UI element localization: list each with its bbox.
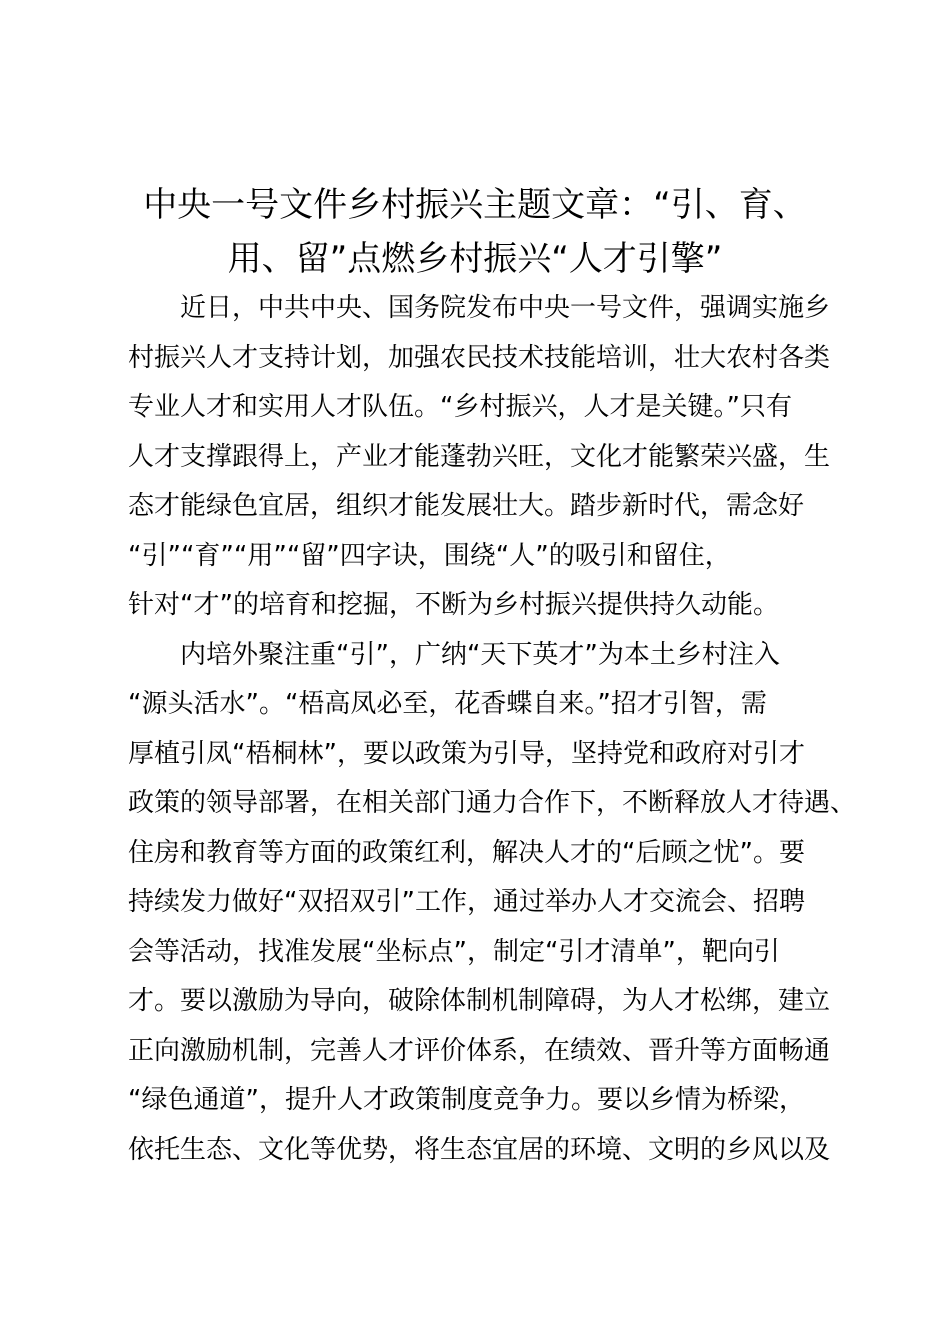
paragraph-line: 厚植引凤“梧桐林”，要以政策为引导，坚持党和政府对引才 (128, 738, 805, 769)
paragraph-line: 才。要以激励为导向，破除体制机制障碍，为人才松绑，建立 (128, 986, 831, 1016)
paragraph-line: 持续发力做好“双招双引”工作，通过举办人才交流会、招聘 (128, 887, 805, 917)
title-line-1: 中央一号文件乡村振兴主题文章：“引、育、 (143, 185, 807, 225)
paragraph-line: 村振兴人才支持计划，加强农民技术技能培训，壮大农村各类 (128, 342, 831, 373)
paragraph-line: 会等活动，找准发展“坐标点”，制定“引才清单”，靶向引 (128, 936, 780, 967)
paragraph-line: 内培外聚注重“引”，广纳“天下英才”为本土乡村注入 (180, 639, 780, 670)
title-line-2: 用、留”点燃乡村振兴“人才引擎” (227, 239, 723, 279)
paragraph-2 (128, 631, 857, 1176)
paragraph-line: 住房和教育等方面的政策红利，解决人才的“后顾之忧”。要 (128, 837, 805, 868)
paragraph-1 (128, 284, 848, 631)
paragraph-line: 针对“才”的培育和挖掘，不断为乡村振兴提供持久动能。 (128, 590, 779, 620)
paragraph-line: “源头活水”。“梧高凤必至，花香蝶自来。”招才引智，需 (128, 689, 767, 719)
paragraph-line: 专业人才和实用人才队伍。“乡村振兴，人才是关键。”只有 (128, 392, 792, 422)
document-title (110, 178, 840, 286)
paragraph-line: 政策的领导部署，在相关部门通力合作下，不断释放人才待遇、 (128, 788, 857, 818)
paragraph-line: 依托生态、文化等优势，将生态宜居的环境、文明的乡风以及 (128, 1134, 831, 1165)
paragraph-line: 态才能绿色宜居，组织才能发展壮大。踏步新时代，需念好 (128, 491, 805, 521)
paragraph-line: “绿色通道”，提升人才政策制度竞争力。要以乡情为桥梁， (128, 1085, 805, 1115)
document-body (128, 284, 857, 1175)
paragraph-line: 正向激励机制，完善人才评价体系，在绩效、晋升等方面畅通 (128, 1035, 831, 1066)
paragraph-line: 近日，中共中央、国务院发布中央一号文件，强调实施乡 (180, 293, 831, 323)
paragraph-line: 人才支撑跟得上，产业才能蓬勃兴旺，文化才能繁荣兴盛，生 (128, 441, 831, 472)
paragraph-line: “引”“育”“用”“留”四字诀，围绕“人”的吸引和留住， (128, 540, 731, 571)
